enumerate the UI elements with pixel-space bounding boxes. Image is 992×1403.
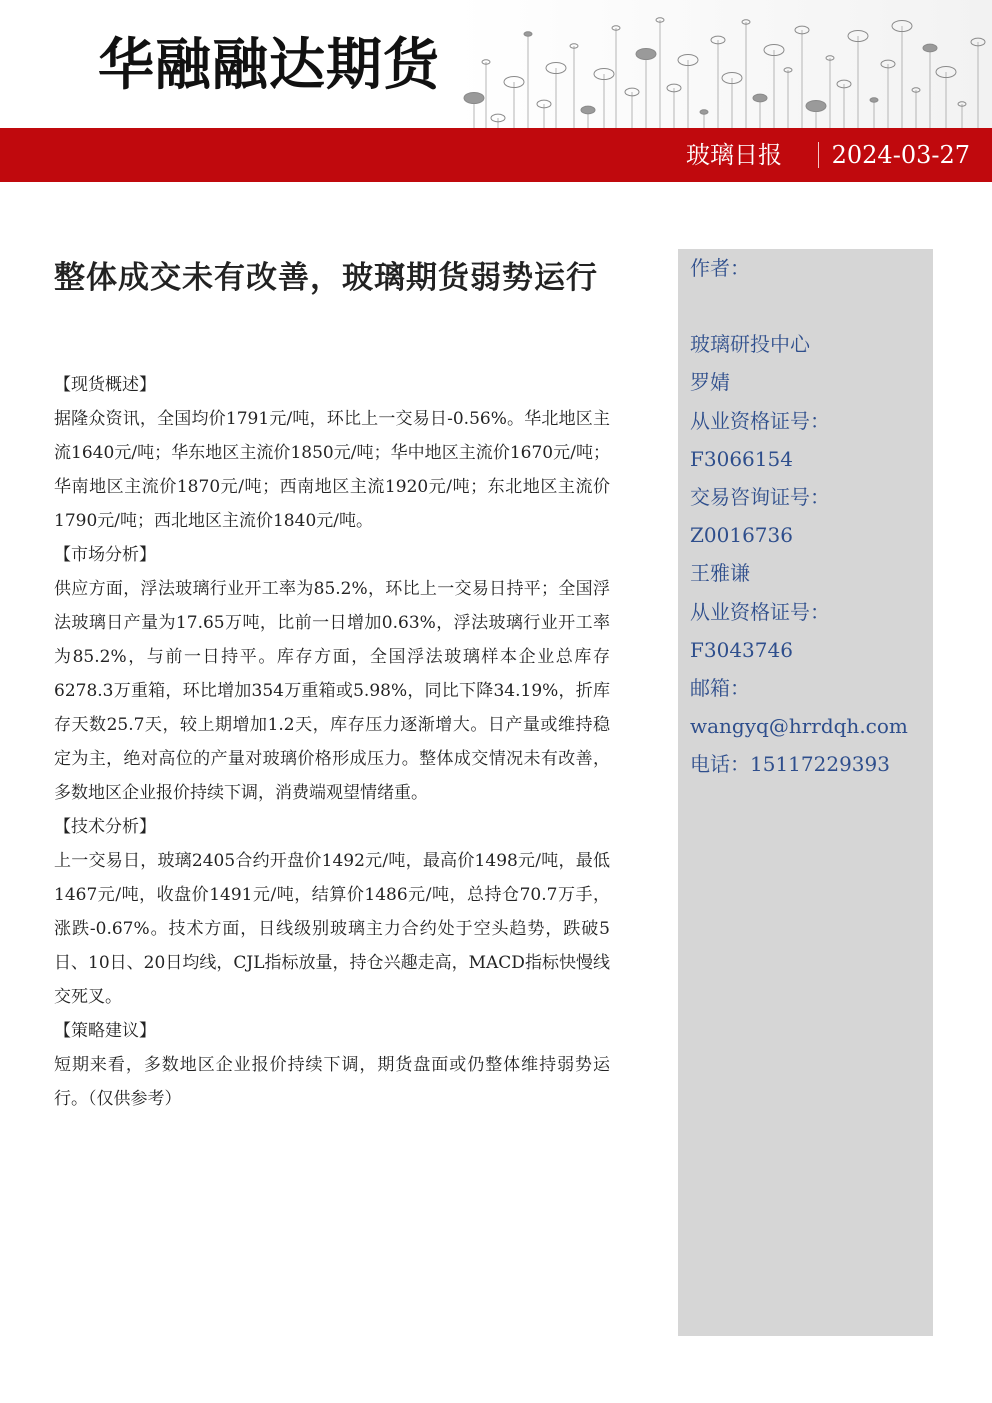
decorative-header-graphic <box>456 0 992 130</box>
author-name: 王雅谦 <box>690 561 750 586</box>
section-spot-overview <box>54 368 610 538</box>
section-heading: 【市场分析】 <box>54 545 156 565</box>
deco-dot <box>581 106 595 114</box>
cert-label: 从业资格证号： <box>690 599 830 624</box>
consult-label: 交易咨询证号： <box>690 484 830 509</box>
section-paragraph: 短期来看，多数地区企业报价持续下调，期货盘面或仍整体维持弱势运行。（仅供参考） <box>54 1055 610 1109</box>
deco-dot <box>524 32 532 36</box>
author-label: 作者： <box>690 256 750 280</box>
cert-number: F3066154 <box>690 446 793 471</box>
cert-label: 从业资格证号： <box>690 408 830 433</box>
section-heading: 【策略建议】 <box>54 1021 156 1041</box>
section-heading: 【现货概述】 <box>54 375 156 395</box>
email-label: 邮箱： <box>690 675 750 700</box>
brand-logo-text: 华融融达期货 <box>98 33 440 98</box>
spacer <box>690 287 930 325</box>
banner-divider <box>818 142 819 168</box>
author-info <box>690 249 930 783</box>
phone-number: 电话：15117229393 <box>690 752 890 777</box>
department: 玻璃研投中心 <box>690 332 810 357</box>
section-paragraph: 供应方面，浮法玻璃行业开工率为85.2%，环比上一交易日持平；全国浮法玻璃日产量为17.65万吨，比前一日增加0.63%，浮法玻璃行业开工率为85.2%，与前一日持平。库存方面，全国浮法玻璃样本企业总库存6278.3万重箱，环比增加354万重箱或5.98%，同比下降34.19%，折库存天数25.7天，较上期增加1.2天，库存压力逐渐增大。日产量或维持稳定为主，绝对高位的产量对玻璃价格形成压力。整体成交情况未有改善，多数地区企业报价持续下调，消费端观望情绪重。 <box>54 579 610 803</box>
section-paragraph: 上一交易日，玻璃2405合约开盘价1492元/吨，最高价1498元/吨，最低1467元/吨，收盘价1491元/吨，结算价1486元/吨，总持仓70.7万手，涨跌-0.67%。技术方面，日线级别玻璃主力合约处于空头趋势，跌破5日、10日、20日均线，CJL指标放量，持仓兴趣走高，MACD指标快慢线交死叉。 <box>54 851 610 1007</box>
section-technical-analysis <box>54 810 610 1014</box>
cert-number: F3043746 <box>690 637 793 662</box>
article-title: 整体成交未有改善，玻璃期货弱势运行 <box>54 260 598 296</box>
report-banner <box>0 128 992 182</box>
section-heading: 【技术分析】 <box>54 817 156 837</box>
author-sidebar <box>678 249 933 1336</box>
email-link[interactable]: wangyq@hrrdqh.com <box>690 714 908 739</box>
report-type: 玻璃日报 <box>686 141 782 169</box>
section-paragraph: 据隆众资讯，全国均价1791元/吨，环比上一交易日-0.56%。华北地区主流1640元/吨；华东地区主流价1850元/吨；华中地区主流价1670元/吨；华南地区主流价1870元/吨；西南地区主流1920元/吨；东北地区主流价1790元/吨；西北地区主流价1840元/吨。 <box>54 409 610 531</box>
report-date: 2024-03-27 <box>831 141 970 169</box>
deco-dot <box>753 94 767 102</box>
deco-dot <box>700 110 708 114</box>
deco-dot <box>636 49 656 60</box>
deco-dot <box>806 101 826 112</box>
section-strategy <box>54 1014 610 1116</box>
article-body <box>54 368 610 1116</box>
deco-dot <box>870 98 878 102</box>
deco-dot <box>923 44 937 52</box>
deco-dot <box>464 93 484 104</box>
author-name: 罗婧 <box>690 370 730 395</box>
section-market-analysis <box>54 538 610 810</box>
consult-number: Z0016736 <box>690 523 793 548</box>
